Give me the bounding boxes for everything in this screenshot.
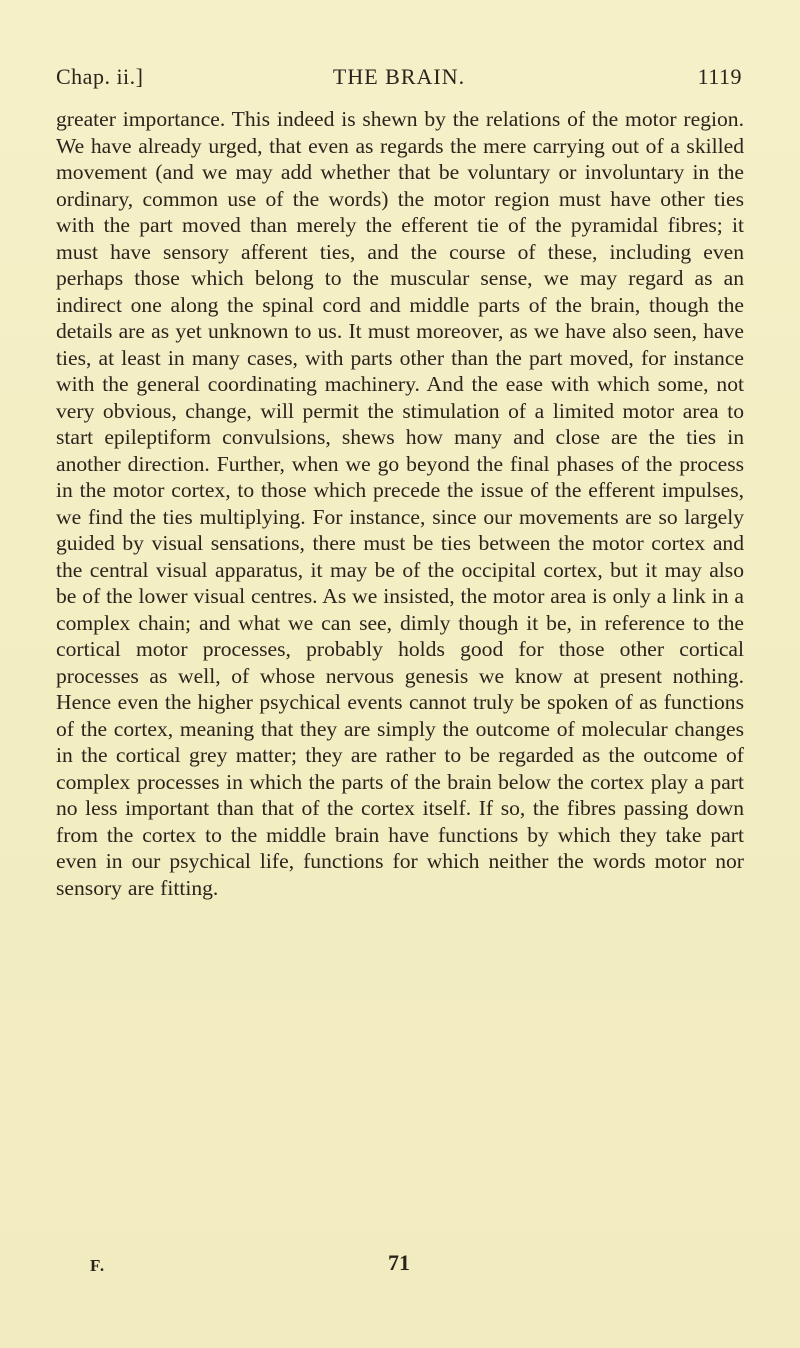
chapter-reference: Chap. ii.] xyxy=(56,64,144,89)
body-text xyxy=(56,106,744,901)
sheet-number: 71 xyxy=(388,1250,410,1275)
signature-mark: F. xyxy=(90,1256,106,1275)
page-number: 1119 xyxy=(697,64,742,89)
page-footer xyxy=(56,1250,742,1280)
running-title: THE BRAIN. xyxy=(332,64,466,89)
paragraph: greater importance. This indeed is shewn by the relations of the motor region. We have already urged, that even as regards the mere carrying out of a skilled movement (and we may add whether that be voluntary or involuntary in the ordinary, common use of the words) the motor region must have other ties with the part moved than merely the efferent tie of the pyramidal fibres; it must have sensory afferent ties, and the course of these, including even perhaps those which belong to the muscular sense, we may regard as an indirect one along the spinal cord and middle parts of the brain, though the details are as yet unknown to us. It must moreover, as we have also seen, have ties, at least in many cases, with parts other than the part moved, for instance with the general coordinating machinery. And the ease with which some, not very obvious, change, will permit the stimulation of a limited motor area to start epileptiform convulsions, shews how many and close are the ties in another direction. Further, when we go beyond the final phases of the process in the motor cortex, to those which precede the issue of the efferent impulses, we find the ties multiplying. For instance, since our movements are so largely guided by visual sensations, there must be ties between the motor cortex and the central visual apparatus, it may be of the occipital cortex, but it may also be of the lower visual centres. As we insisted, the motor area is only a link in a complex chain; and what we can see, dimly though it be, in reference to the cortical motor processes, probably holds good for those other cortical processes as well, of whose nervous genesis we know at present nothing. Hence even the higher psychical events cannot truly be spoken of as functions of the cortex, meaning that they are simply the outcome of molecular changes in the cortical grey matter; they are rather to be regarded as the outcome of complex processes in which the parts of the brain below the cortex play a part no less important than that of the cortex itself. If so, the fibres passing down from the cortex to the middle brain have functions by which they take part even in our psychical life, functions for which neither the words motor nor sensory are fitting. xyxy=(56,107,744,900)
running-head xyxy=(56,64,742,92)
